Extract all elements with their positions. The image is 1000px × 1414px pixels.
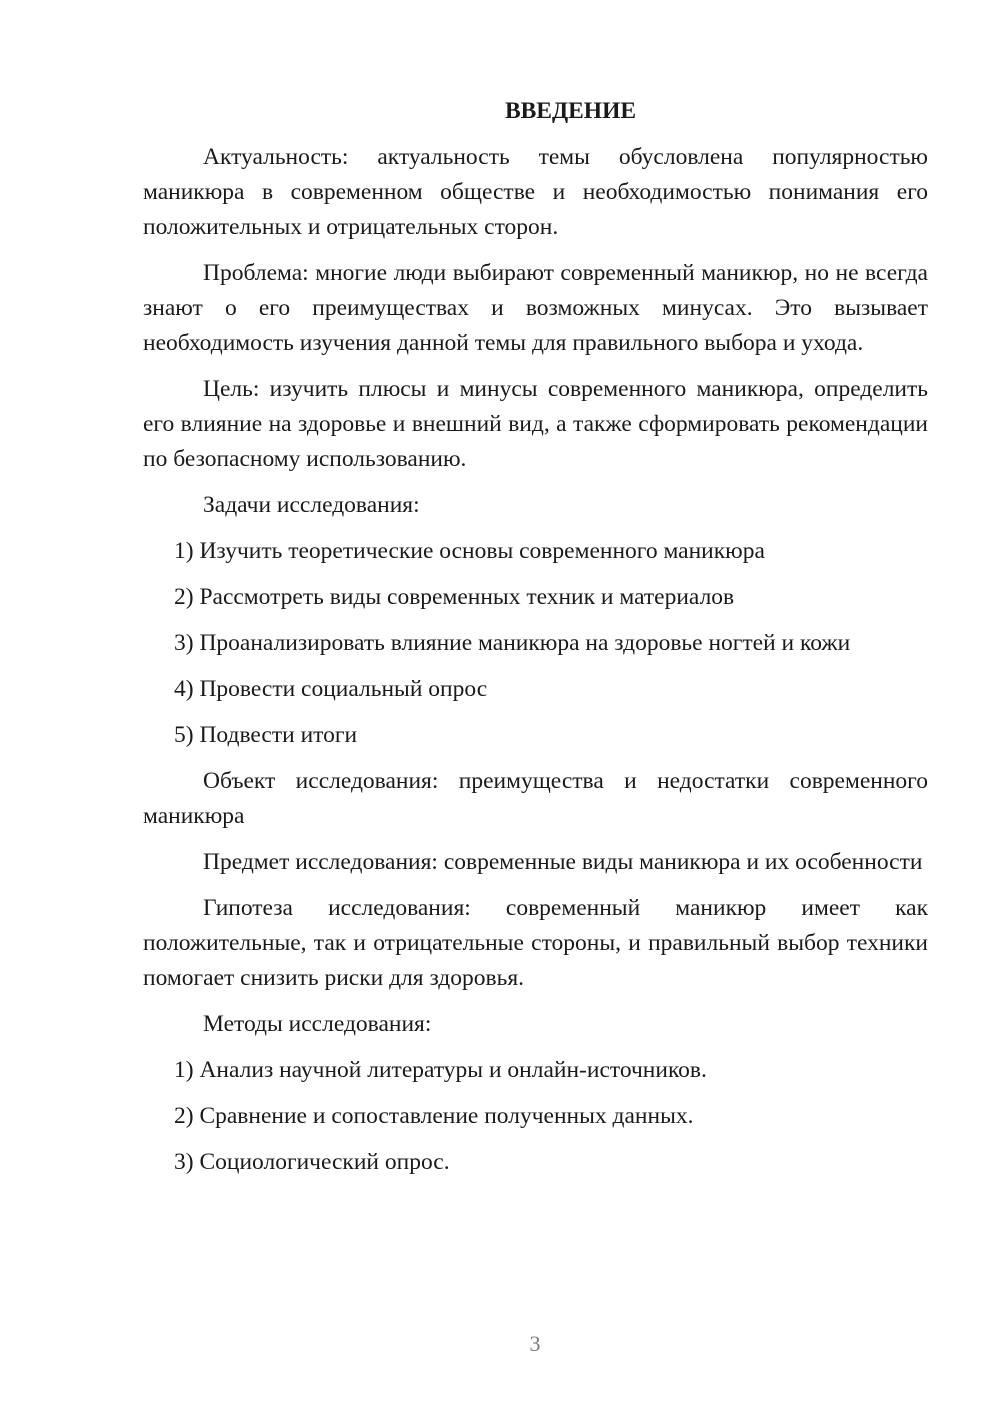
document-body [143,94,928,1191]
list-item: 2) Сравнение и сопоставление полученных данных. [174,1103,694,1129]
methods-list [143,1053,928,1180]
list-item: 3) Социологический опрос. [174,1149,450,1175]
list-item: 3) Проанализировать влияние маникюра на здоровье ногтей и кожи [174,630,851,656]
list-item: 2) Рассмотреть виды современных техник и материалов [174,584,735,610]
paragraph-problem: Проблема: многие люди выбирают современный маникюр, но не всегда знают о его преимуществах и возможных минусах. Это вызывает необходимость изучения данной темы для правильного выбора и ухода. [143,260,928,356]
section-title: ВВЕДЕНИЕ [504,98,637,124]
paragraph-subject: Предмет исследования: современные виды маникюра и их особенности [203,849,923,875]
methods-label: Методы исследования: [203,1011,432,1037]
tasks-list [143,534,928,753]
page-number: 3 [529,1331,541,1356]
paragraph-relevance: Актуальность: актуальность темы обусловлена популярностью маникюра в современном обществе и необходимостью понимания его положительных и отрицательных сторон. [143,144,928,240]
list-item: 1) Анализ научной литературы и онлайн-источников. [174,1057,707,1083]
paragraph-goal: Цель: изучить плюсы и минусы современного маникюра, определить его влияние на здоровье и внешний вид, а также сформировать рекомендации по безопасному использованию. [143,376,928,472]
list-item: 5) Подвести итоги [174,722,358,748]
list-item: 1) Изучить теоретические основы современного маникюра [174,538,765,564]
list-item: 4) Провести социальный опрос [174,676,488,702]
tasks-label: Задачи исследования: [203,492,420,518]
paragraph-hypothesis: Гипотеза исследования: современный маникюр имеет как положительные, так и отрицательные стороны, и правильный выбор техники помогает снизить риски для здоровья. [143,895,928,991]
paragraph-object: Объект исследования: преимущества и недостатки современного маникюра [143,768,928,829]
